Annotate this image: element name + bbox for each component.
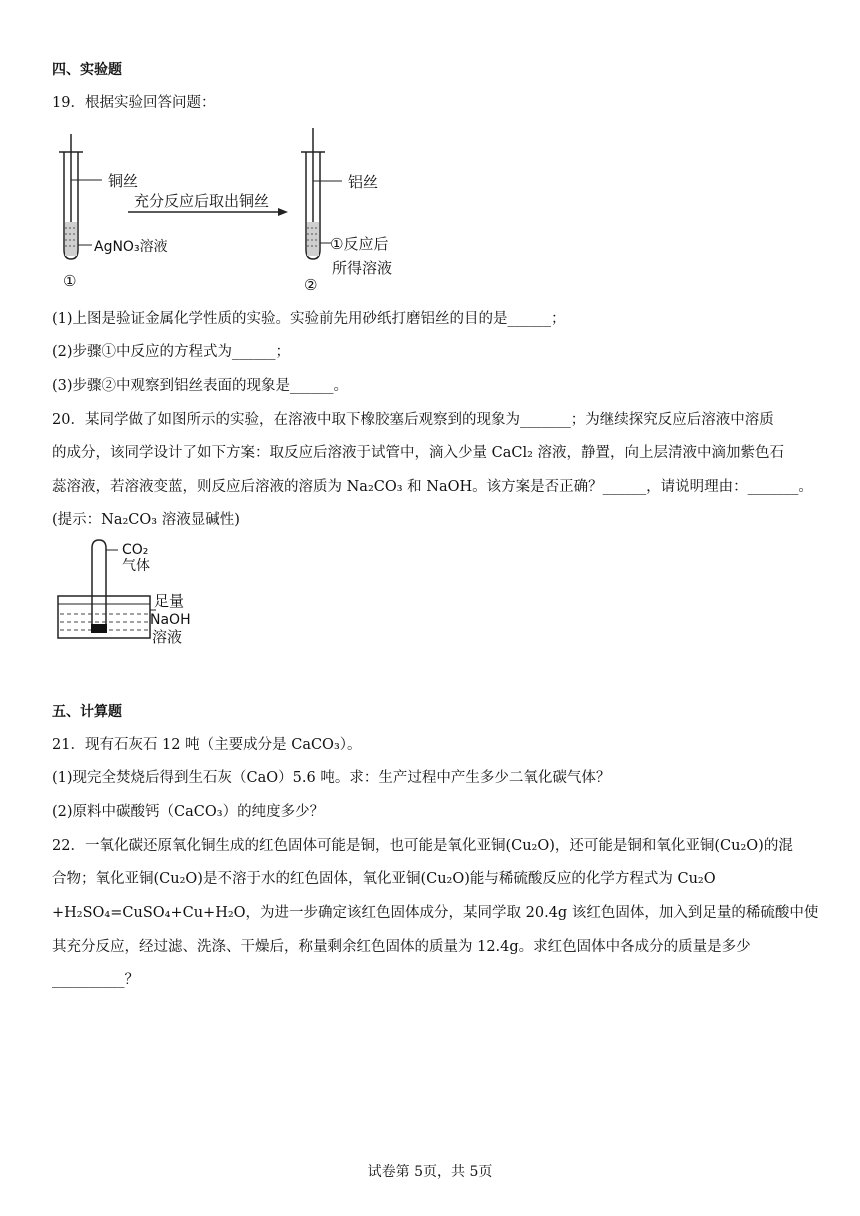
- q19-part-1: (1)上图是验证金属化学性质的实验。实验前先用砂纸打磨铝丝的目的是______；: [52, 311, 566, 327]
- label-naoh: NaOH: [150, 612, 191, 628]
- q21-stem: 21．现有石灰石 12 吨（主要成分是 CaCO₃）。: [52, 737, 362, 753]
- q22-line-4: 其充分反应，经过滤、洗涤、干燥后，称量剩余红色固体的质量为 12.4g。求红色固体中各成分的质量是多少: [52, 939, 751, 955]
- label-copper-wire: 铜丝: [108, 172, 139, 190]
- label-agno3-solution: AgNO₃溶液: [94, 239, 168, 255]
- arrow-head: [278, 208, 288, 216]
- label-tube-1: ①: [63, 272, 77, 290]
- page-footer: 试卷第 5页，共 5页: [367, 1164, 493, 1180]
- stopper: [91, 624, 107, 633]
- q20-line-3: 蕊溶液，若溶液变蓝，则反应后溶液的溶质为 Na₂CO₃ 和 NaOH。该方案是否正确？______，请说明理由：_______。: [52, 479, 813, 495]
- q21-part-2: (2)原料中碳酸钙（CaCO₃）的纯度多少？: [52, 804, 325, 820]
- label-co2: CO₂: [122, 542, 149, 558]
- q19-part-3: (3)步骤②中观察到铝丝表面的现象是______。: [52, 378, 349, 394]
- label-tube-2: ②: [304, 276, 318, 294]
- label-arrow: 充分反应后取出铜丝: [134, 192, 270, 210]
- q19-figure: [52, 124, 412, 296]
- label-gas: 气体: [122, 558, 150, 574]
- inverted-tube: [92, 540, 106, 628]
- q20-line-1: 20．某同学做了如图所示的实验，在溶液中取下橡胶塞后观察到的现象为_______；为继续探究反应后溶液中溶质: [52, 412, 774, 428]
- section-title-calculation: 五、计算题: [52, 704, 122, 720]
- label-sufficient: 足量: [154, 592, 185, 610]
- q22-line-2: 合物；氧化亚铜(Cu₂O)是不溶于水的红色固体，氧化亚铜(Cu₂O)能与稀硫酸反应的化学方程式为 Cu₂O: [52, 871, 716, 887]
- section-title-experiment: 四、实验题: [52, 62, 122, 78]
- q19-part-2: (2)步骤①中反应的方程式为______；: [52, 344, 291, 360]
- q20-figure: [52, 538, 202, 648]
- q21-part-1: (1)现完全焚烧后得到生石灰（CaO）5.6 吨。求：生产过程中产生多少二氧化碳气体？: [52, 770, 611, 786]
- q22-line-5: __________？: [52, 972, 139, 988]
- label-reacted-solution-1: ①反应后: [330, 235, 389, 253]
- label-solution: 溶液: [152, 628, 183, 646]
- label-aluminum-wire: 铝丝: [348, 173, 379, 191]
- label-reacted-solution-2: 所得溶液: [332, 259, 393, 277]
- q22-line-1: 22．一氧化碳还原氧化铜生成的红色固体可能是铜，也可能是氧化亚铜(Cu₂O)，还可能是铜和氧化亚铜(Cu₂O)的混: [52, 838, 793, 854]
- q20-hint: (提示：Na₂CO₃ 溶液显碱性): [52, 512, 240, 528]
- q19-stem: 19．根据实验回答问题：: [52, 95, 216, 111]
- q22-line-3: +H₂SO₄=CuSO₄+Cu+H₂O，为进一步确定该红色固体成分，某同学取 20.4g 该红色固体，加入到足量的稀硫酸中使: [52, 905, 819, 921]
- q20-line-2: 的成分，该同学设计了如下方案：取反应后溶液于试管中，滴入少量 CaCl₂ 溶液，静置，向上层清液中滴加紫色石: [52, 445, 784, 461]
